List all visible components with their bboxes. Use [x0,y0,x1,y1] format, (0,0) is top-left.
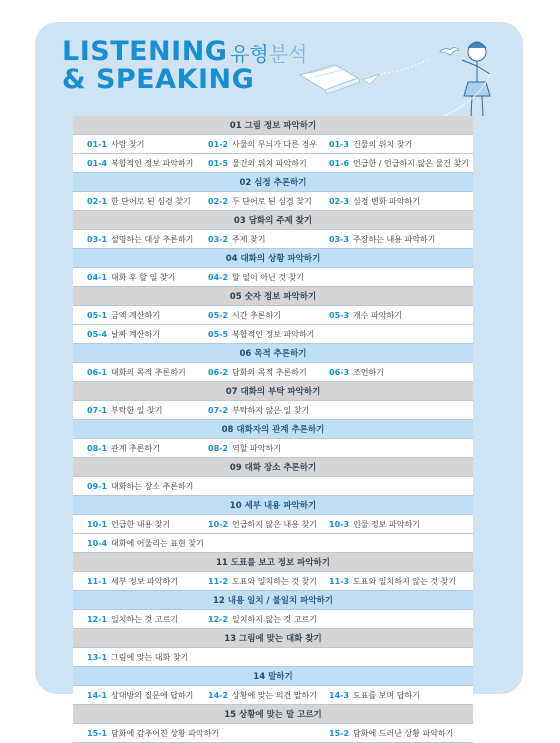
topic-number: 14-1 [87,690,108,700]
subtitle-dark: 유형 [230,42,269,66]
section-header: 05 숫자 정보 파악하기 [73,287,473,306]
topic-text: 주장하는 내용 파악하기 [353,234,436,244]
topic-number: 01-6 [329,158,350,168]
topic-item [87,329,160,340]
topic-row [73,572,473,591]
topic-text: 두 단어로 된 심경 찾기 [232,196,312,206]
topic-number: 12-1 [87,614,108,624]
topic-item [87,519,170,530]
topic-item [87,234,193,245]
topic-number: 15-2 [329,728,350,738]
topic-number: 08-2 [208,443,229,453]
topic-text: 복합적인 정보 파악하기 [232,329,315,339]
topic-number: 15-1 [87,728,108,738]
topic-item [329,158,469,169]
topic-text: 사람 찾기 [111,139,145,149]
topic-text: 부탁한 일 찾기 [111,405,163,415]
topic-item [208,519,317,530]
topic-number: 14-3 [329,690,350,700]
topic-item [329,690,420,701]
topic-text: 역할 파악하기 [232,443,281,453]
topic-number: 10-2 [208,519,229,529]
topic-row [73,230,473,249]
topic-text: 설명하는 대상 추론하기 [111,234,194,244]
topic-row [73,268,473,287]
topic-row [73,154,473,173]
topic-number: 04-2 [208,272,229,282]
topic-number: 11-2 [208,576,229,586]
topic-item [87,310,160,321]
topic-text: 대화 후 할 일 찾기 [111,272,176,282]
topic-number: 05-1 [87,310,108,320]
topic-number: 05-4 [87,329,108,339]
section-header: 09 대화 장소 추론하기 [73,458,473,477]
topic-text: 할 일이 아닌 것 찾기 [232,272,305,282]
topic-text: 언급하지 않은 내용 찾기 [232,519,317,529]
topic-row [73,135,473,154]
topic-text: 대화하는 장소 추론하기 [111,481,194,491]
topic-row [73,325,473,344]
section-header: 14 말하기 [73,667,473,686]
topic-row [73,648,473,667]
topic-text: 부탁하지 않은 일 찾기 [232,405,310,415]
topic-item [208,367,307,378]
topic-number: 13-1 [87,652,108,662]
topic-number: 10-4 [87,538,108,548]
bird-icon [440,48,459,56]
section-header: 03 담화의 주제 찾기 [73,211,473,230]
topic-text: 도표를 보며 답하기 [353,690,420,700]
topic-number: 02-1 [87,196,108,206]
topic-item [87,652,188,663]
topic-number: 08-1 [87,443,108,453]
topic-number: 02-3 [329,196,350,206]
topic-row [73,534,473,553]
title-speaking: & SPEAKING [62,64,255,95]
topic-number: 02-2 [208,196,229,206]
topic-item [208,614,317,625]
topic-text: 건물의 위치 찾기 [353,139,413,149]
topic-number: 06-1 [87,367,108,377]
section-header: 15 상황에 맞는 말 고르기 [73,705,473,724]
topic-text: 세부 정보 파악하기 [111,576,178,586]
topic-item [208,139,317,150]
topic-number: 04-1 [87,272,108,282]
topic-item [87,481,193,492]
topic-text: 담화에 감추어진 상황 파악하기 [111,728,220,738]
topic-row [73,610,473,629]
topic-number: 10-1 [87,519,108,529]
topic-text: 한 단어로 된 심경 찾기 [111,196,191,206]
section-header: 04 대화의 상황 파악하기 [73,249,473,268]
topic-number: 03-3 [329,234,350,244]
topic-item [87,576,178,587]
topic-number: 07-2 [208,405,229,415]
section-header: 08 대화자의 관계 추론하기 [73,420,473,439]
topic-item [208,310,281,321]
topic-item [208,405,309,416]
topic-number: 12-2 [208,614,229,624]
topic-row [73,686,473,705]
topic-number: 09-1 [87,481,108,491]
topic-item [87,367,186,378]
topic-number: 10-3 [329,519,350,529]
subtitle-light: 분석 [268,42,308,66]
topic-number: 03-2 [208,234,229,244]
topic-number: 14-2 [208,690,229,700]
topic-text: 도표와 일치하는 것 찾기 [232,576,317,586]
topic-item [329,139,412,150]
topic-number: 11-1 [87,576,108,586]
topic-text: 언급한 / 언급하지 않은 물건 찾기 [353,158,469,168]
topic-text: 개수 파악하기 [353,310,402,320]
topic-item [87,196,191,207]
section-header: 02 심정 추론하기 [73,173,473,192]
topic-item [87,443,160,454]
topic-number: 06-2 [208,367,229,377]
topic-number: 03-1 [87,234,108,244]
topic-text: 상황에 맞는 의견 말하기 [232,690,317,700]
girl-figure-icon [462,42,490,116]
topic-item [87,614,178,625]
title-listening: LISTENING [62,36,228,67]
topic-item [329,728,453,739]
topic-row [73,515,473,534]
topic-text: 조언하기 [353,367,384,377]
topic-item [208,690,317,701]
book-icon [300,65,360,94]
topic-item [329,367,384,378]
section-header: 10 세부 내용 파악하기 [73,496,473,515]
topic-row [73,306,473,325]
paper-plane-icon [362,74,380,84]
topic-text: 대화의 목적 추론하기 [111,367,186,377]
topic-number: 11-3 [329,576,350,586]
topic-text: 언급한 내용 찾기 [111,519,171,529]
section-header: 07 대화의 부탁 파악하기 [73,382,473,401]
topic-text: 관계 추론하기 [111,443,160,453]
topic-text: 심경 변화 파악하기 [353,196,420,206]
topic-number: 01-5 [208,158,229,168]
topic-number: 07-1 [87,405,108,415]
topic-number: 01-2 [208,139,229,149]
topic-item [87,139,145,150]
topic-item [87,272,175,283]
section-header: 01 그림 정보 파악하기 [73,116,473,135]
topic-text: 일치하지 않는 것 고르기 [232,614,317,624]
topic-text: 주제 찾기 [232,234,266,244]
topic-item [329,196,420,207]
section-header: 06 목적 추론하기 [73,344,473,363]
topic-item [208,158,307,169]
section-header: 12 내용 일치 / 불일치 파악하기 [73,591,473,610]
topic-row [73,477,473,496]
topic-text: 도표와 일치하지 않는 것 찾기 [353,576,456,586]
topic-number: 01-1 [87,139,108,149]
topic-text: 금액 계산하기 [111,310,160,320]
topic-text: 담화에 드러난 상황 파악하기 [353,728,454,738]
topic-item [208,234,266,245]
topic-text: 일치하는 것 고르기 [111,614,178,624]
header-illustration [280,30,520,125]
topic-text: 시간 추론하기 [232,310,281,320]
topic-text: 대화에 어울리는 표현 찾기 [111,538,204,548]
section-header: 11 도표를 보고 정보 파악하기 [73,553,473,572]
topic-item [208,196,312,207]
topic-item [87,538,204,549]
topic-text: 복합적인 정보 파악하기 [111,158,194,168]
topic-number: 05-2 [208,310,229,320]
topic-item [329,310,402,321]
topic-row [73,192,473,211]
topic-row [73,363,473,382]
topic-item [208,576,317,587]
topic-table [73,116,473,743]
topic-text: 인물 정보 파악하기 [353,519,420,529]
topic-row [73,724,473,743]
topic-text: 사물의 무늬가 다른 경우 [232,139,317,149]
topic-item [329,576,456,587]
topic-text: 그림에 맞는 대화 찾기 [111,652,189,662]
topic-text: 상대방의 질문에 답하기 [111,690,194,700]
topic-number: 05-5 [208,329,229,339]
topic-number: 01-3 [329,139,350,149]
topic-item [329,234,435,245]
topic-row [73,401,473,420]
topic-number: 05-3 [329,310,350,320]
topic-item [87,728,219,739]
topic-item [87,158,193,169]
topic-text: 담화의 목적 추론하기 [232,367,307,377]
topic-number: 01-4 [87,158,108,168]
topic-item [208,329,314,340]
topic-number: 06-3 [329,367,350,377]
topic-item [87,690,193,701]
topic-item [329,519,420,530]
topic-item [87,405,163,416]
topic-item [208,272,304,283]
section-header: 13 그림에 맞는 대화 찾기 [73,629,473,648]
topic-text: 날짜 계산하기 [111,329,160,339]
topic-row [73,439,473,458]
topic-item [208,443,281,454]
topic-text: 물건의 위치 파악하기 [232,158,307,168]
